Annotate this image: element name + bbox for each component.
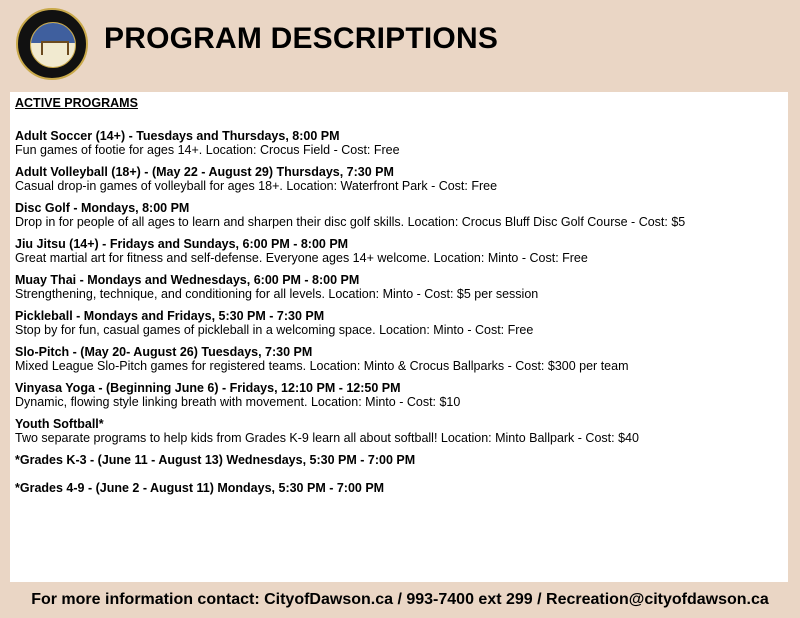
- program-item: [15, 417, 685, 445]
- program-desc: Stop by for fun, casual games of pickleball in a welcoming space. Location: Minto - Cost: Free: [15, 323, 534, 337]
- city-seal-logo: [16, 8, 88, 80]
- program-item: [15, 129, 685, 157]
- program-item: [15, 309, 685, 337]
- program-item: [15, 237, 685, 265]
- program-item: [15, 273, 685, 301]
- grade-schedule: *Grades K-3 - (June 11 - August 13) Wednesdays, 5:30 PM - 7:00 PM: [15, 453, 416, 467]
- program-item: [15, 345, 685, 373]
- program-title: Muay Thai - Mondays and Wednesdays, 6:00 PM - 8:00 PM: [15, 273, 360, 287]
- program-title: Vinyasa Yoga - (Beginning June 6) - Fridays, 12:10 PM - 12:50 PM: [15, 381, 401, 395]
- programs-panel: [10, 92, 788, 582]
- program-desc: Great martial art for fitness and self-defense. Everyone ages 14+ welcome. Location: Minto - Cost: Free: [15, 251, 588, 265]
- program-item: [15, 165, 685, 193]
- section-heading: ACTIVE PROGRAMS: [15, 96, 138, 110]
- program-title: Slo-Pitch - (May 20- August 26) Tuesdays, 7:30 PM: [15, 345, 313, 359]
- program-list: [15, 129, 685, 509]
- program-desc: Fun games of footie for ages 14+. Location: Crocus Field - Cost: Free: [15, 143, 400, 157]
- program-desc: Casual drop-in games of volleyball for ages 18+. Location: Waterfront Park - Cost: Free: [15, 179, 498, 193]
- program-title: Jiu Jitsu (14+) - Fridays and Sundays, 6:00 PM - 8:00 PM: [15, 237, 349, 251]
- contact-footer: For more information contact: CityofDawson.ca / 993-7400 ext 299 / Recreation@cityofdawson.ca: [31, 591, 769, 608]
- program-title: Youth Softball*: [15, 417, 104, 431]
- program-item: [15, 381, 685, 409]
- program-item: [15, 201, 685, 229]
- program-desc: Drop in for people of all ages to learn and sharpen their disc golf skills. Location: Crocus Bluff Disc Golf Course - Cost: $5: [15, 215, 686, 229]
- program-desc: Strengthening, technique, and conditioning for all levels. Location: Minto - Cost: $5 per session: [15, 287, 539, 301]
- program-title: Adult Volleyball (18+) - (May 22 - August 29) Thursdays, 7:30 PM: [15, 165, 394, 179]
- program-title: Pickleball - Mondays and Fridays, 5:30 PM - 7:30 PM: [15, 309, 325, 323]
- program-desc: Two separate programs to help kids from Grades K-9 learn all about softball! Location: Minto Ballpark - Cost: $40: [15, 431, 639, 445]
- program-title: Adult Soccer (14+) - Tuesdays and Thursdays, 8:00 PM: [15, 129, 340, 143]
- program-desc: Dynamic, flowing style linking breath with movement. Location: Minto - Cost: $10: [15, 395, 461, 409]
- program-desc: Mixed League Slo-Pitch games for registered teams. Location: Minto & Crocus Ballparks - Cost: $300 per team: [15, 359, 629, 373]
- page-title: PROGRAM DESCRIPTIONS: [104, 22, 499, 55]
- grade-schedule: *Grades 4-9 - (June 2 - August 11) Mondays, 5:30 PM - 7:00 PM: [15, 481, 385, 495]
- program-title: Disc Golf - Mondays, 8:00 PM: [15, 201, 190, 215]
